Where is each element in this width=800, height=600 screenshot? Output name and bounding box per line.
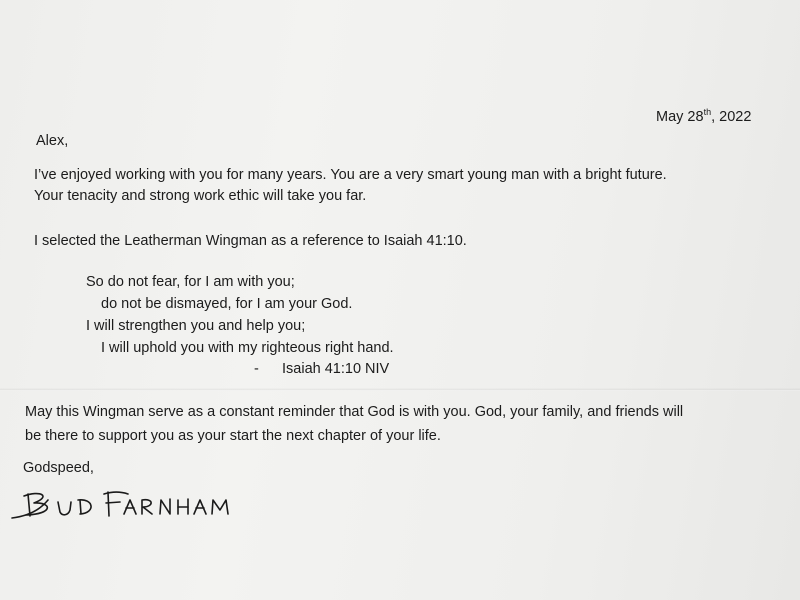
closing: Godspeed, — [23, 460, 94, 476]
salutation: Alex, — [36, 133, 69, 149]
date-suffix: th — [703, 107, 712, 117]
date-year: , 2022 — [711, 109, 752, 125]
verse-dash: - — [254, 361, 259, 377]
verse-line-1: So do not fear, for I am with you; — [86, 274, 295, 290]
handwritten-signature — [10, 488, 240, 524]
paragraph3-line1: May this Wingman serve as a constant reminder that God is with you. God, your family, and friends will — [25, 404, 684, 420]
verse-line-3: I will strengthen you and help you; — [86, 318, 306, 334]
date-day: May 28 — [656, 109, 704, 125]
verse-line-2: do not be dismayed, for I am your God. — [101, 296, 353, 312]
paragraph2: I selected the Leatherman Wingman as a reference to Isaiah 41:10. — [34, 233, 467, 249]
paper-fold-line — [0, 388, 800, 391]
paragraph3-line2: be there to support you as your start the next chapter of your life. — [25, 428, 441, 444]
paragraph1-line2: Your tenacity and strong work ethic will take you far. — [34, 188, 367, 204]
letter-date — [656, 102, 751, 127]
verse-line-4: I will uphold you with my righteous right hand. — [101, 340, 394, 356]
paragraph1-line1: I’ve enjoyed working with you for many years. You are a very smart young man with a bright future. — [34, 167, 667, 183]
verse-reference: Isaiah 41:10 NIV — [282, 361, 390, 377]
